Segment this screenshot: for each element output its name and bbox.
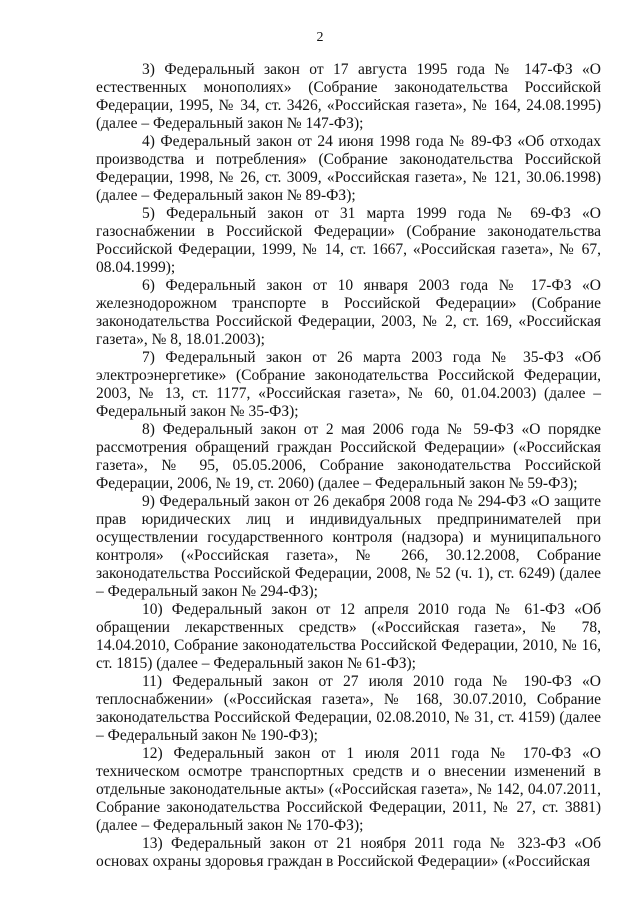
list-item: 8) Федеральный закон от 2 мая 2006 года № 59-ФЗ «О порядке рассмотрения обращений граждан Российской Федерации» («Российская газета», № 95, 05.05.2006, Собрание законодательства Российской Федерации, 2006, № 19, ст. 2060) (далее – Федеральный закон № 59-ФЗ); — [96, 421, 601, 492]
list-item: 3) Федеральный закон от 17 августа 1995 года № 147-ФЗ «О естественных монополиях» (Собрание законодательства Российской Федерации, 1995, № 34, ст. 3426, «Российская газета», № 164, 24.08.1995) (далее – Федеральный закон № 147-ФЗ); — [96, 61, 601, 132]
list-item: 5) Федеральный закон от 31 марта 1999 года № 69-ФЗ «О газоснабжении в Российской Федерации» (Собрание законодательства Российской Федерации, 1999, № 14, ст. 1667, «Российская газета», № 67, 08.04.1999); — [96, 205, 601, 276]
list-item: 10) Федеральный закон от 12 апреля 2010 года № 61-ФЗ «Об обращении лекарственных средств» («Российская газета», № 78, 14.04.2010, Собрание законодательства Российской Федерации, 2010, № 16, ст. 1815) (далее – Федеральный закон № 61-ФЗ); — [96, 601, 601, 672]
list-item: 13) Федеральный закон от 21 ноября 2011 года № 323-ФЗ «Об основах охраны здоровья граждан в Российской Федерации» («Российская — [96, 835, 601, 870]
list-item: 9) Федеральный закон от 26 декабря 2008 года № 294-ФЗ «О защите прав юридических лиц и индивидуальных предпринимателей при осуществлении государственного контроля (надзора) и муниципального контроля» («Российская газета», № 266, 30.12.2008, Собрание законодательства Российской Федерации, 2008, № 52 (ч. 1), ст. 6249) (далее – Федеральный закон № 294-ФЗ); — [96, 493, 601, 600]
list-item: 6) Федеральный закон от 10 января 2003 года № 17-ФЗ «О железнодорожном транспорте в Российской Федерации» (Собрание законодательства Российской Федерации, 2003, № 2, ст. 169, «Российская газета», № 8, 18.01.2003); — [96, 277, 601, 348]
list-item: 7) Федеральный закон от 26 марта 2003 года № 35-ФЗ «Об электроэнергетике» (Собрание законодательства Российской Федерации, 2003, № 13, ст. 1177, «Российская газета», № 60, 01.04.2003) (далее – Федеральный закон № 35-ФЗ); — [96, 349, 601, 420]
list-item: 4) Федеральный закон от 24 июня 1998 года № 89-ФЗ «Об отходах производства и потребления» (Собрание законодательства Российской Федерации, 1998, № 26, ст. 3009, «Российская газета», № 121, 30.06.1998) (далее – Федеральный закон № 89-ФЗ); — [96, 133, 601, 204]
list-item: 12) Федеральный закон от 1 июля 2011 года № 170-ФЗ «О техническом осмотре транспортных средств и о внесении изменений в отдельные законодательные акты» («Российская газета», № 142, 04.07.2011, Собрание законодательства Российской Федерации, 2011, № 27, ст. 3881) (далее – Федеральный закон № 170-ФЗ); — [96, 745, 601, 834]
document-body — [96, 61, 601, 871]
page-number: 2 — [316, 30, 324, 45]
list-item: 11) Федеральный закон от 27 июля 2010 года № 190-ФЗ «О теплоснабжении» («Российская газета», № 168, 30.07.2010, Собрание законодательства Российской Федерации, 02.08.2010, № 31, ст. 4159) (далее – Федеральный закон № 190-ФЗ); — [96, 673, 601, 744]
